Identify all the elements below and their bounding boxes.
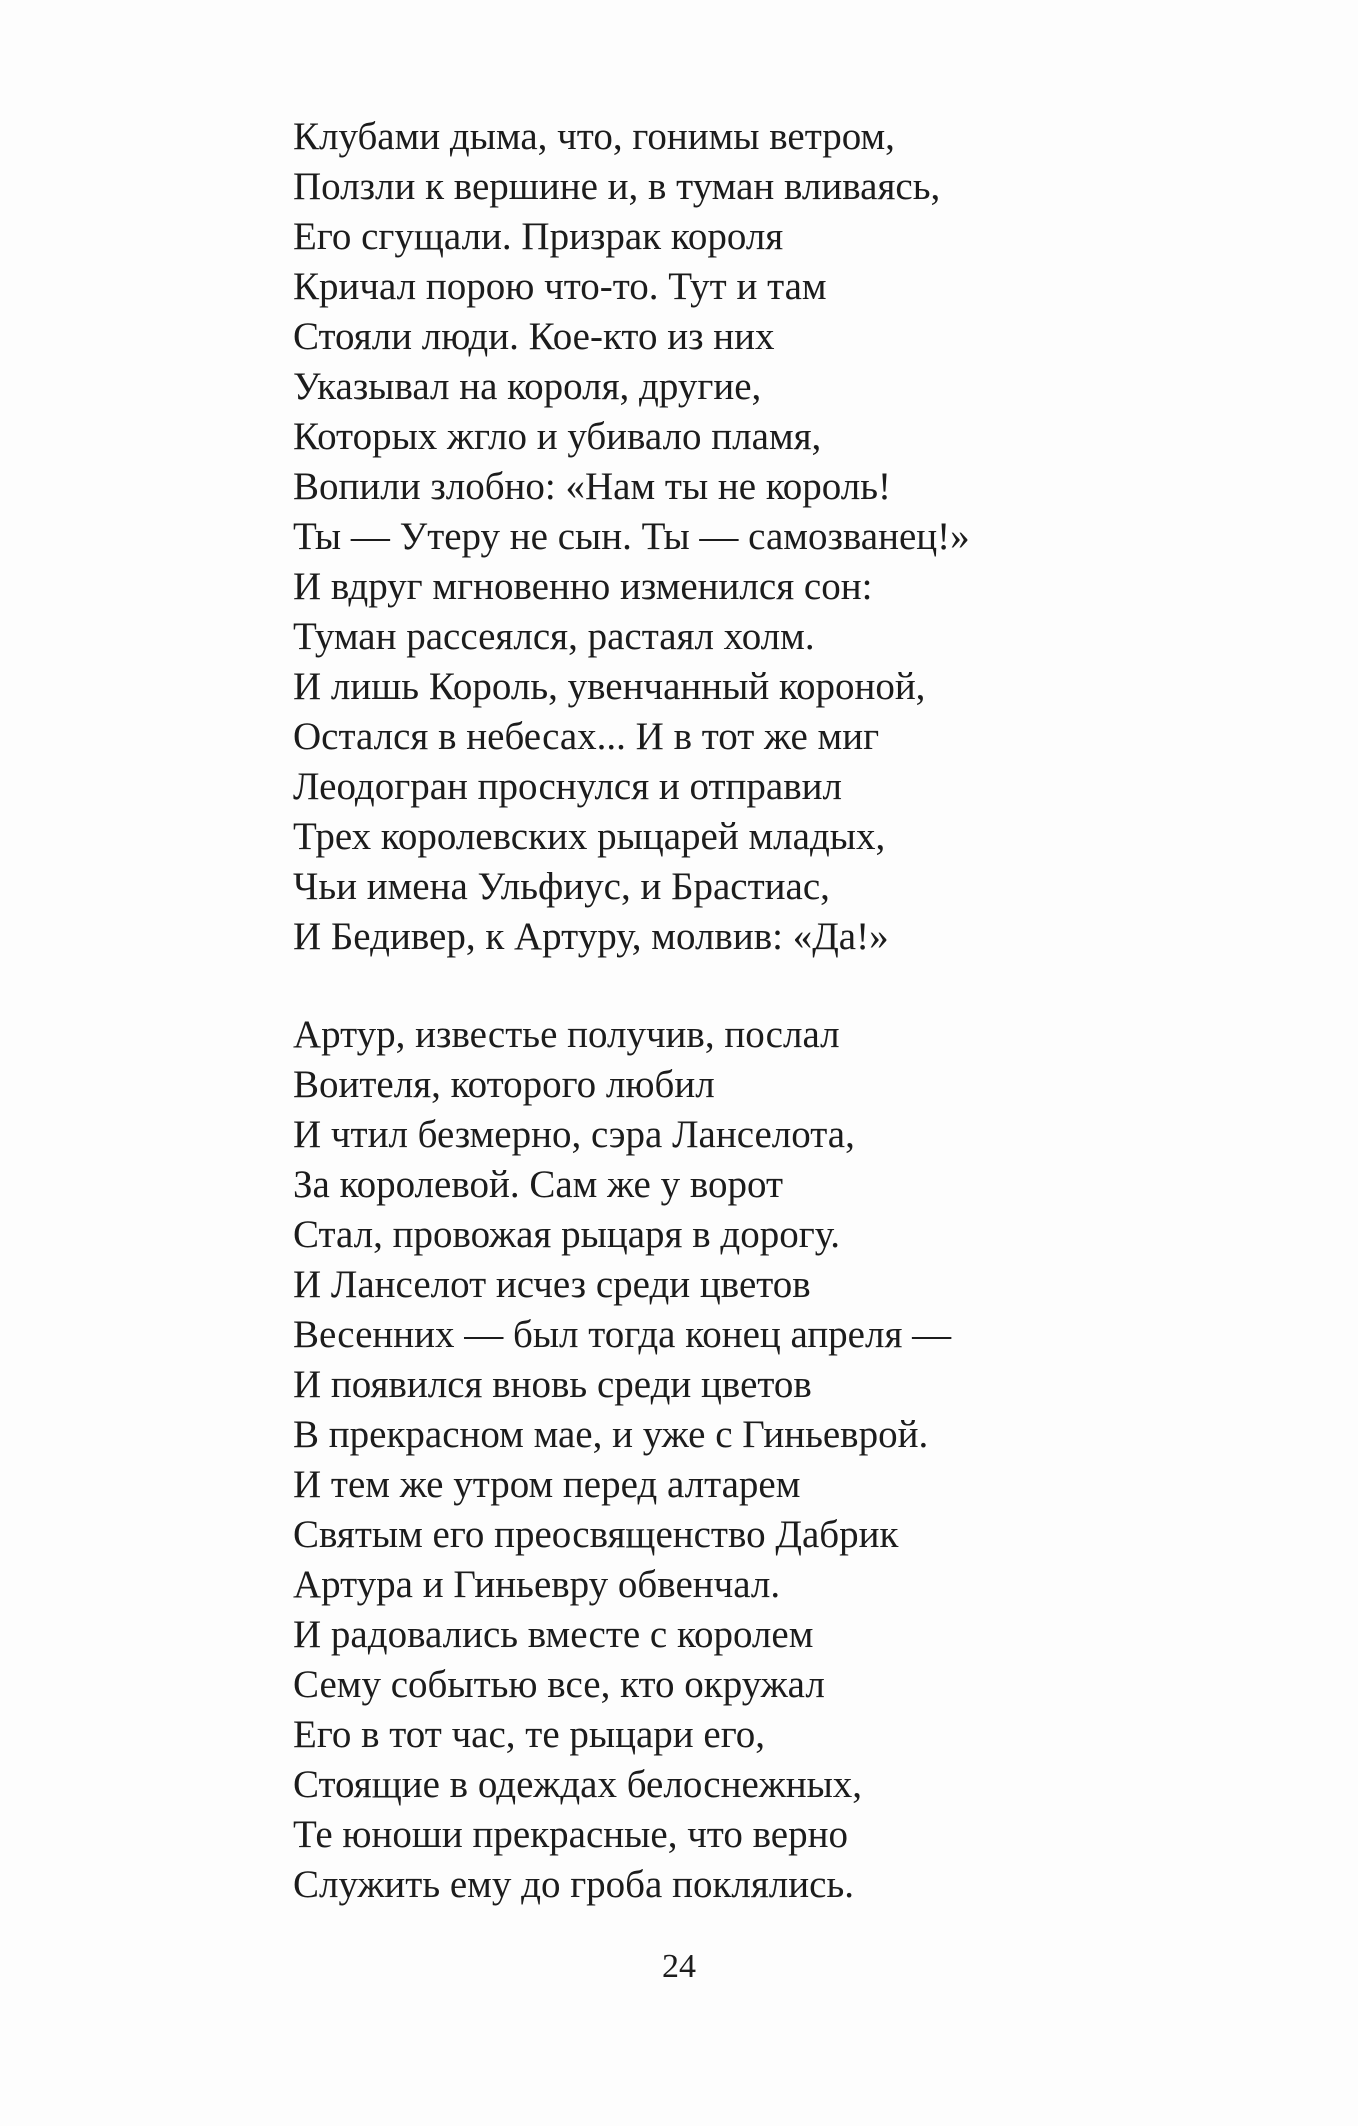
poem-line: Клубами дыма, что, гонимы ветром, — [293, 115, 895, 158]
poem-line: И вдруг мгновенно изменился сон: — [293, 565, 873, 608]
poem-line: Служить ему до гроба поклялись. — [293, 1863, 854, 1906]
poem-line: Стоящие в одеждах белоснежных, — [293, 1763, 863, 1806]
poem-line: Стал, провожая рыцаря в дорогу. — [293, 1213, 841, 1256]
poem-line: Воителя, которого любил — [293, 1063, 715, 1106]
poem-text — [293, 112, 1113, 1910]
poem-line: Туман рассеялся, растаял холм. — [293, 615, 815, 658]
poem-line: Его в тот час, те рыцари его, — [293, 1713, 765, 1756]
poem-line: Ты — Утеру не сын. Ты — самозванец!» — [293, 515, 970, 558]
poem-line: Указывал на короля, другие, — [293, 365, 762, 408]
poem-line: И тем же утром перед алтарем — [293, 1463, 801, 1506]
page-number: 24 — [662, 1948, 696, 1985]
poem-line: Ползли к вершине и, в туман вливаясь, — [293, 165, 941, 208]
poem-line: И появился вновь среди цветов — [293, 1363, 812, 1406]
poem-line: Артура и Гиньевру обвенчал. — [293, 1563, 781, 1606]
poem-line: И лишь Король, увенчанный короной, — [293, 665, 926, 708]
poem-line: И Бедивер, к Артуру, молвив: «Да!» — [293, 915, 889, 958]
poem-line: За королевой. Сам же у ворот — [293, 1163, 784, 1206]
poem-line: Трех королевских рыцарей младых, — [293, 815, 886, 858]
stanza — [293, 112, 1113, 962]
poem-line: Те юноши прекрасные, что верно — [293, 1813, 848, 1856]
poem-line: Артур, известье получив, послал — [293, 1013, 840, 1056]
poem-line: Кричал порою что-то. Тут и там — [293, 265, 827, 308]
stanza — [293, 1010, 1113, 1910]
poem-line: И Ланселот исчез среди цветов — [293, 1263, 811, 1306]
poem-line: И радовались вместе с королем — [293, 1613, 814, 1656]
poem-line: Святым его преосвященство Дабрик — [293, 1513, 899, 1556]
poem-line: Его сгущали. Призрак короля — [293, 215, 784, 258]
poem-line: Сему событью все, кто окружал — [293, 1663, 825, 1706]
poem-line: Стояли люди. Кое-кто из них — [293, 315, 775, 358]
poem-line: Вопили злобно: «Нам ты не король! — [293, 465, 892, 508]
poem-line: Которых жгло и убивало пламя, — [293, 415, 822, 458]
poem-line: Леодогран проснулся и отправил — [293, 765, 842, 808]
poem-line: Весенних — был тогда конец апреля — — [293, 1313, 952, 1356]
poem-line: Чьи имена Ульфиус, и Брастиас, — [293, 865, 830, 908]
poem-line: И чтил безмерно, сэра Ланселота, — [293, 1113, 855, 1156]
poem-line: В прекрасном мае, и уже с Гиньеврой. — [293, 1413, 929, 1456]
poem-line: Остался в небесах... И в тот же миг — [293, 715, 880, 758]
